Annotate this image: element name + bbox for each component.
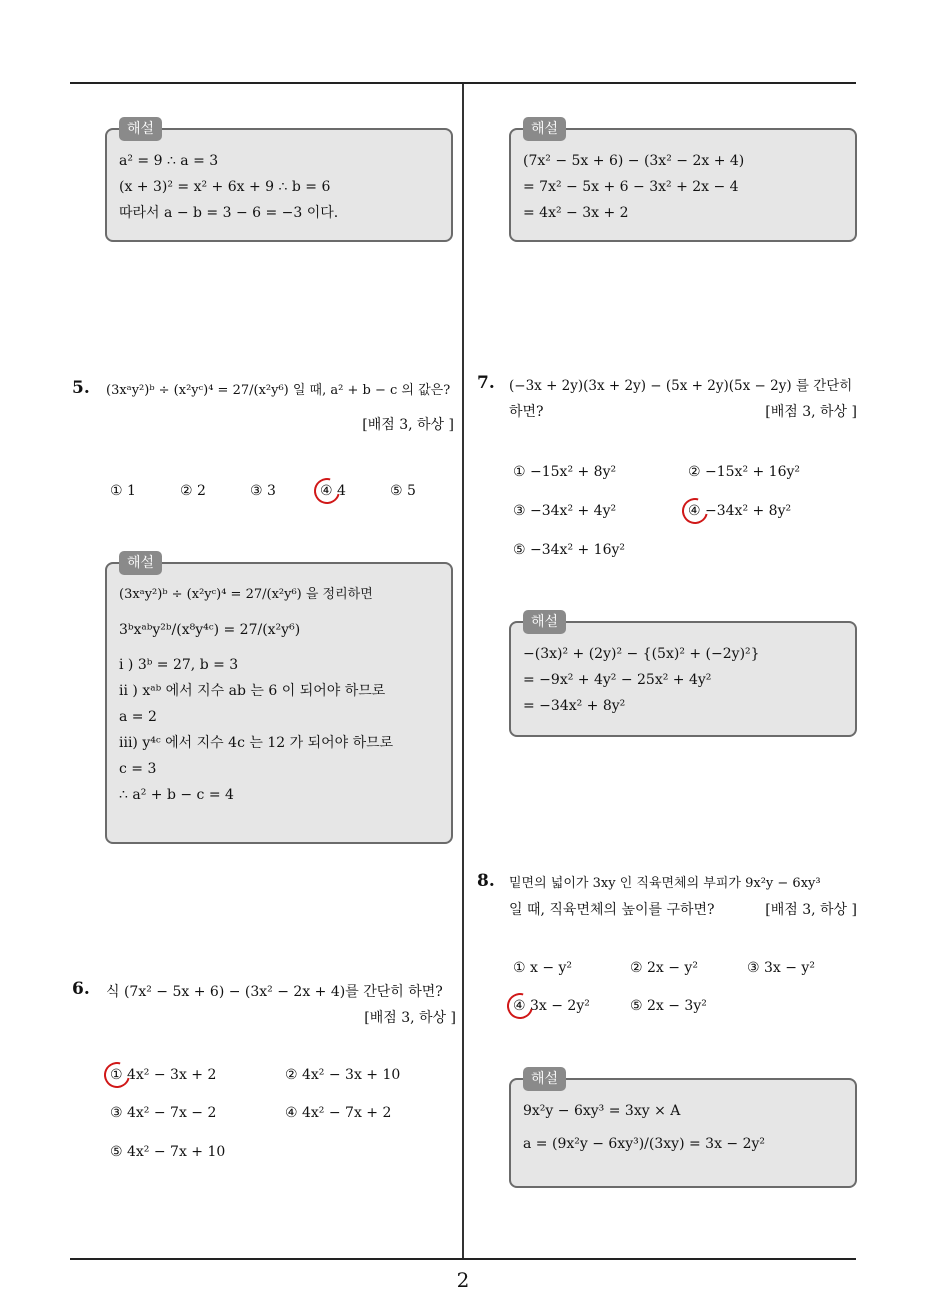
question-number-5: 5. — [72, 378, 90, 398]
question-6 — [106, 979, 456, 1031]
solution-line: ii ) xᵃᵇ 에서 지수 ab 는 6 이 되어야 하므로 — [119, 683, 386, 699]
answer-mark-q8 — [502, 988, 538, 1024]
solution-line: iii) y⁴ᶜ 에서 지수 4c 는 12 가 되어야 하므로 — [119, 735, 394, 751]
choice-2[interactable]: ② 2x − y² — [630, 960, 698, 976]
question-8 — [509, 871, 857, 923]
choice-1[interactable]: ① −15x² + 8y² — [513, 464, 617, 480]
solution-tag: 해설 — [119, 551, 162, 575]
bottom-rule — [70, 1258, 856, 1260]
choice-4[interactable]: ④ 4x² − 7x + 2 — [285, 1105, 392, 1121]
answer-mark-q7 — [677, 493, 713, 529]
solution-tag: 해설 — [523, 1067, 566, 1091]
solution-line: (7x² − 5x + 6) − (3x² − 2x + 4) — [523, 153, 745, 169]
choice-3[interactable]: ③ −34x² + 4y² — [513, 503, 617, 519]
solution-box-q7 — [509, 614, 857, 737]
solution-tag: 해설 — [523, 117, 566, 141]
choice-4[interactable]: ④ 4 — [320, 483, 346, 499]
solution-tag: 해설 — [523, 610, 566, 634]
solution-box-q8 — [509, 1071, 857, 1188]
choice-2[interactable]: ② −15x² + 16y² — [688, 464, 801, 480]
answer-mark-q6 — [99, 1057, 135, 1093]
question-points: [배점 3, 하상 ] — [362, 417, 454, 433]
choice-3[interactable]: ③ 4x² − 7x − 2 — [110, 1105, 217, 1121]
solution-line: c = 3 — [119, 761, 157, 777]
question-text: 하면? — [509, 404, 544, 420]
question-7 — [509, 373, 857, 425]
question-text: 식 (7x² − 5x + 6) − (3x² − 2x + 4)를 간단히 하면? — [106, 984, 443, 1000]
solution-line: ∴ a² + b − c = 4 — [119, 787, 234, 803]
solution-line: a = (9x²y − 6xy³)/(3xy) = 3x − 2y² — [523, 1136, 766, 1152]
solution-line: −(3x)² + (2y)² − {(5x)² + (−2y)²} — [523, 646, 760, 662]
choice-1[interactable]: ① x − y² — [513, 960, 573, 976]
solution-line: = 7x² − 5x + 6 − 3x² + 2x − 4 — [523, 179, 739, 195]
choice-5[interactable]: ⑤ 5 — [390, 483, 416, 499]
solution-line: 3ᵇxᵃᵇy²ᵇ/(x⁸y⁴ᶜ) = 27/(x²y⁶) — [119, 622, 301, 638]
question-text: 일 때, 직육면체의 높이를 구하면? — [509, 902, 715, 918]
column-divider — [462, 84, 464, 1258]
solution-line: a² = 9 ∴ a = 3 — [119, 153, 219, 169]
choice-5[interactable]: ⑤ 4x² − 7x + 10 — [110, 1144, 226, 1160]
solution-line: i ) 3ᵇ = 27, b = 3 — [119, 657, 239, 673]
question-points: [배점 3, 하상 ] — [765, 902, 857, 918]
solution-box-q4 — [105, 121, 453, 242]
question-number-6: 6. — [72, 979, 90, 999]
choice-1[interactable]: ① 1 — [110, 483, 136, 499]
question-text: (3xᵃy²)ᵇ ÷ (x²yᶜ)⁴ = 27/(x²y⁶) 일 때, a² + b − c 의 값은? — [106, 383, 451, 398]
choice-5[interactable]: ⑤ 2x − 3y² — [630, 998, 707, 1014]
solution-tag: 해설 — [119, 117, 162, 141]
solution-line: 9x²y − 6xy³ = 3xy × A — [523, 1103, 681, 1119]
solution-line: a = 2 — [119, 709, 157, 725]
solution-line: = −9x² + 4y² − 25x² + 4y² — [523, 672, 712, 688]
choice-1[interactable]: ① 4x² − 3x + 2 — [110, 1067, 217, 1083]
solution-line: 따라서 a − b = 3 − 6 = −3 이다. — [119, 205, 339, 221]
choice-3[interactable]: ③ 3x − y² — [747, 960, 815, 976]
choice-2[interactable]: ② 4x² − 3x + 10 — [285, 1067, 401, 1083]
choice-2[interactable]: ② 2 — [180, 483, 206, 499]
page-number: 2 — [456, 1268, 470, 1292]
solution-line: = −34x² + 8y² — [523, 698, 626, 714]
solution-box-q5 — [105, 555, 453, 844]
choice-3[interactable]: ③ 3 — [250, 483, 276, 499]
question-number-8: 8. — [477, 871, 495, 891]
question-text: (−3x + 2y)(3x + 2y) − (5x + 2y)(5x − 2y) 를 간단히 — [509, 378, 853, 394]
choice-4[interactable]: ④ 3x − 2y² — [513, 998, 590, 1014]
question-points: [배점 3, 하상 ] — [364, 1010, 456, 1026]
solution-line: (x + 3)² = x² + 6x + 9 ∴ b = 6 — [119, 179, 331, 195]
choice-4[interactable]: ④ −34x² + 8y² — [688, 503, 792, 519]
answer-mark-q5 — [309, 473, 345, 509]
question-5 — [106, 378, 454, 438]
question-text: 밑면의 넓이가 3xy 인 직육면체의 부피가 9x²y − 6xy³ — [509, 876, 821, 891]
choice-5[interactable]: ⑤ −34x² + 16y² — [513, 542, 626, 558]
question-number-7: 7. — [477, 373, 495, 393]
solution-line: (3xᵃy²)ᵇ ÷ (x²yᶜ)⁴ = 27/(x²y⁶) 을 정리하면 — [119, 587, 373, 602]
solution-box-q6 — [509, 121, 857, 242]
solution-line: = 4x² − 3x + 2 — [523, 205, 629, 221]
question-points: [배점 3, 하상 ] — [765, 404, 857, 420]
